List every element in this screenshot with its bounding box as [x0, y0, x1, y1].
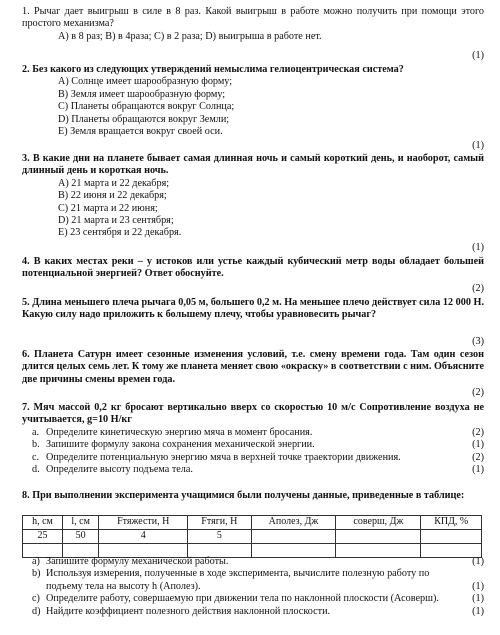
question-3-option: A) 21 марта и 22 декабря; [58, 177, 170, 189]
question-3-text: 3. В какие дни на планете бывает самая длинная ночь и самый короткий день, и наоборот, самый длинный день и короткая ночь. [22, 153, 484, 177]
table-cell: 4 [99, 530, 188, 544]
question-3-option: C) 21 марта и 22 июня; [58, 202, 158, 214]
question-8-text: 8. При выполнении эксперимента учащимися были получены данные, приведенные в таблице: [22, 490, 465, 501]
question-4-text: 4. В каких местах реки – у истоков или устье каждый кубический метр воды обладает большей потенциальной энергией? Ответ обоснуйте. [22, 256, 484, 280]
question-7 [22, 402, 484, 476]
question-7-sub-c: c. Определите потенциальную энергию мяча в верхней точке траектории движения. (2) [32, 451, 484, 463]
table-cell[interactable] [336, 530, 421, 544]
question-1-options: А) в 8 раз; B) в 4раза; C) в 2 раза; D) выигрыша в работе нет. [58, 30, 322, 42]
question-2-option: C) Планеты обращаются вокруг Солнца; [58, 101, 235, 113]
experiment-table [22, 515, 482, 558]
question-4-points: (2) [472, 283, 484, 294]
table-header-cell: Аполез, Дж [251, 516, 336, 530]
question-3-option: E) 23 сентября и 22 декабря. [58, 227, 182, 239]
question-5 [22, 297, 484, 322]
question-2-option: E) Земля вращается вокруг своей оси. [58, 126, 223, 138]
table-cell: 25 [23, 530, 63, 544]
question-1-points: (1) [472, 50, 484, 61]
table-cell: 5 [188, 530, 252, 544]
table-header-cell: Fтяги, Н [188, 516, 252, 530]
question-3-option: D) 21 марта и 23 сентября; [58, 215, 174, 227]
question-8-sub-b: b) Используя измерения, полученные в ходе эксперимента, вычислите полезную работу по подъему тела на высоту h (Аполез). (1) [32, 568, 484, 592]
question-3-points: (1) [472, 242, 484, 253]
question-6-text: 6. Планета Сатурн имеет сезонные изменения условий, т.е. смену времени года. Там один сезон длится целых семь лет. К тому же планета меняет свою «окраску» в соответствии с ним. Объясните две причины смены времен года. [22, 349, 484, 385]
question-7-sub-a: a. Определите кинетическую энергию мяча в момент бросания. (2) [32, 426, 484, 438]
question-1-text: 1. Рычаг дает выигрыш в силе в 8 раз. Какой выигрыш в работе можно получить при помощи этого простого механизма? [22, 6, 484, 30]
question-3 [22, 153, 484, 240]
table-cell: 50 [62, 530, 98, 544]
table-header-cell: Fтяжести, Н [99, 516, 188, 530]
question-5-points: (3) [472, 336, 484, 347]
question-8 [22, 490, 484, 502]
question-6 [22, 349, 484, 386]
question-8-subs [22, 556, 484, 618]
table-header-cell: h, см [23, 516, 63, 530]
question-4 [22, 256, 484, 281]
question-7-text: 7. Мяч массой 0,2 кг бросают вертикально вверх со скоростью 10 м/с Сопротивление воздуха не учитывается, g=10 Н/кг [22, 402, 484, 426]
question-2-points: (1) [472, 140, 484, 151]
question-8-sub-a: a) Запишите формулу механической работы. (1) [32, 556, 484, 567]
question-8-sub-c: c) Определите работу, совершаемую при движении тела по наклонной плоскости (Асоверш). (1) [32, 593, 484, 605]
question-7-sub-b: b. Запишите формулу закона сохранения механической энергии. (1) [32, 439, 484, 451]
table-header-cell: соверш, Дж [336, 516, 421, 530]
table-header-cell: КПД, % [421, 516, 482, 530]
question-1 [22, 6, 484, 43]
table-cell[interactable] [421, 530, 482, 544]
question-2-option: B) Земля имеет шарообразную форму; [58, 88, 226, 100]
question-2-option: A) Солнце имеет шарообразную форму; [58, 76, 233, 88]
question-8-sub-d: d) Найдите коэффициент полезного действия наклонной плоскости. (1) [32, 605, 484, 617]
table-cell[interactable] [251, 530, 336, 544]
question-5-text: 5. Длина меньшего плеча рычага 0,05 м, большего 0,2 м. На меньшее плечо действует сила 12 000 Н. Какую силу надо приложить к большему плечу, чтобы уравновесить рычаг? [22, 297, 484, 321]
table-header-cell: l, см [62, 516, 98, 530]
question-2-option: D) Планеты обращаются вокруг Земли; [58, 113, 230, 125]
question-3-option: B) 22 июня и 22 декабря; [58, 190, 167, 202]
table-row [23, 530, 482, 544]
question-7-sub-d: d. Определите высоту подъема тела. (1) [32, 464, 484, 476]
question-6-points: (2) [472, 387, 484, 398]
table-header-row [23, 516, 482, 530]
question-2 [22, 64, 484, 138]
question-2-text: 2. Без какого из следующих утверждений немыслима гелиоцентрическая система? [22, 64, 404, 75]
